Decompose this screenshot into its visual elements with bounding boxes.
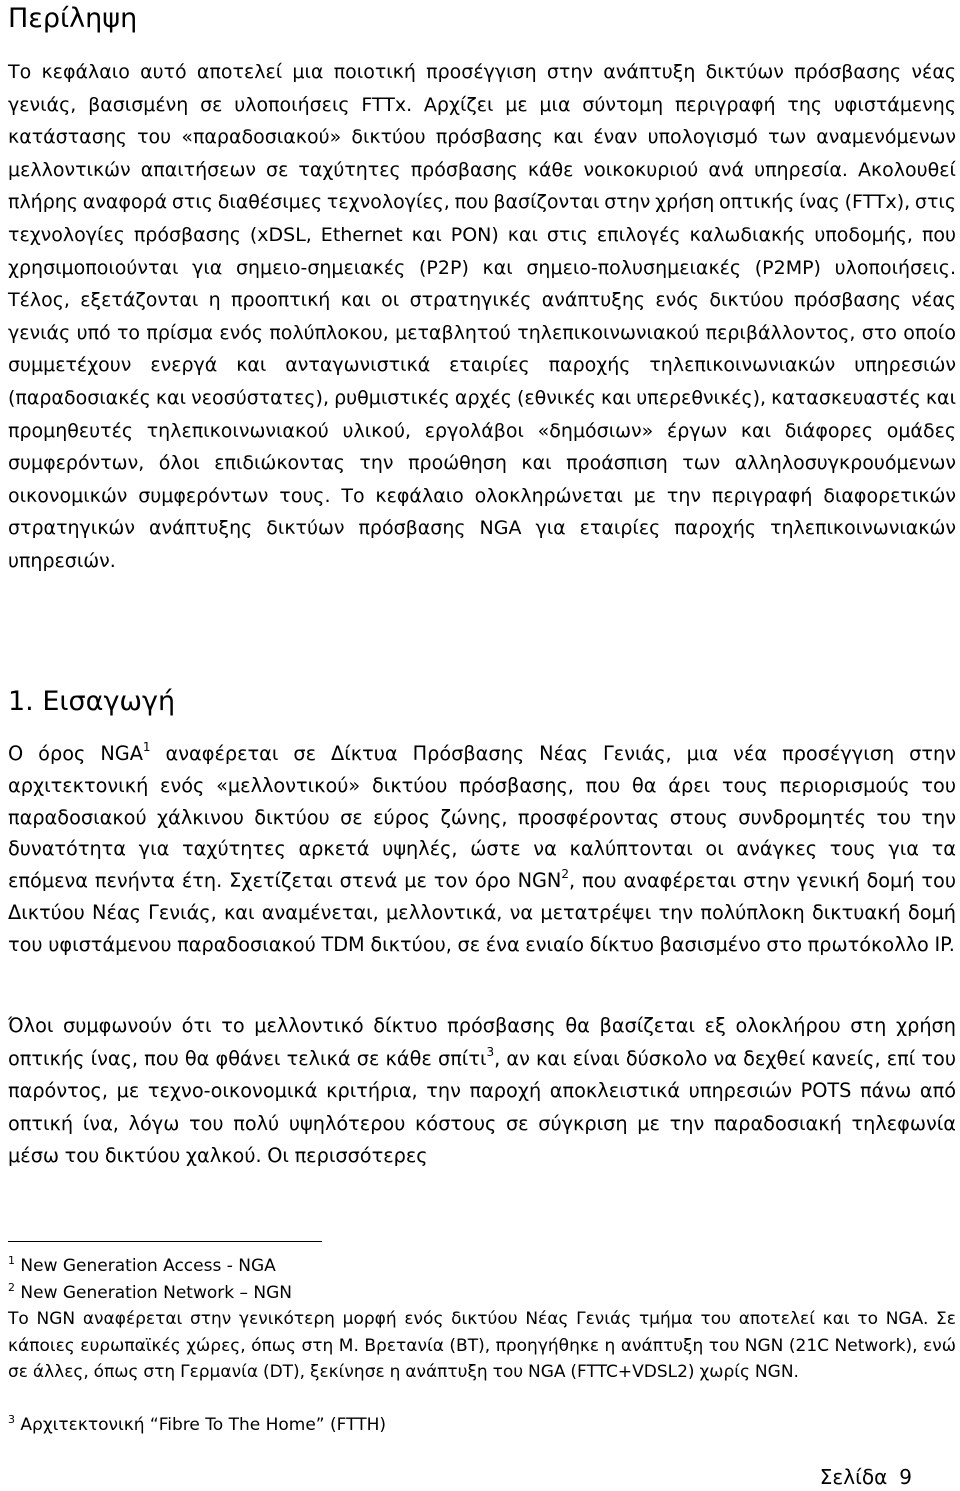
footnote-3	[8, 1412, 956, 1439]
introduction-heading: 1. Εισαγωγή	[8, 686, 176, 717]
footnote-ref-1: 1	[142, 740, 151, 754]
intro-text-part: αναφέρεται σε Δίκτυα Πρόσβασης Νέας Γενιάς, μια νέα προσέγγιση στην αρχιτεκτονική ενός «μελλοντικού» δικτύου πρόσβασης, που θα άρει τους περιορισμούς του παραδοσιακού χάλκινου δικτύου σε εύρος ζώνης, προσφέροντας στους συνδρομητές του την δυνατότητα για ταχύτητες αρκετά υψηλές, ώστε να καλύπτονται οι ανάγκες τους για τα επόμενα πενήντα έτη. Σχετίζεται στενά με τον όρο NGN	[8, 742, 956, 893]
introduction-paragraph-2	[8, 1010, 956, 1173]
footnote-ref-2: 2	[561, 867, 570, 882]
summary-paragraph: Το κεφάλαιο αυτό αποτελεί μια ποιοτική προσέγγιση στην ανάπτυξη δικτύων πρόσβασης νέας γενιάς, βασισμένη σε υλοποιήσεις FTTx. Αρχίζει με μια σύντομη περιγραφή της υφιστάμενης κατάστασης του «παραδοσιακού» δικτύου πρόσβασης και έναν υπολογισμό των αναμενόμενων μελλοντικών απαιτήσεων σε ταχύτητες πρόσβασης κάθε νοικοκυριού ανά υπηρεσία. Ακολουθεί πλήρης αναφορά στις διαθέσιμες τεχνολογίες, που βασίζονται στην χρήση οπτικής ίνας (FTTx), στις τεχνολογίες πρόσβασης (xDSL, Ethernet και PON) και στις επιλογές καλωδιακής υποδομής, που χρησιμοποιούνται για σημειο-σημειακές (P2P) και σημειο-πολυσημειακές (P2MP) υλοποιήσεις. Τέλος, εξετάζονται η προοπτική και οι στρατηγικές ανάπτυξης ενός δικτύου πρόσβασης νέας γενιάς υπό το πρίσμα ενός πολύπλοκου, μεταβλητού τηλεπικοινωνιακού περιβάλλοντος, στο οποίο συμμετέχουν ενεργά και ανταγωνιστικά εταιρίες παροχής τηλεπικοινωνιακών υπηρεσιών (παραδοσιακές και νεοσύστατες), ρυθμιστικές αρχές (εθνικές και υπερεθνικές), κατασκευαστές και προμηθευτές τηλεπικοινωνιακού υλικού, εργολάβοι «δημόσιων» έργων και διάφορες ομάδες συμφερόντων, όλοι επιδιώκοντας την προώθηση και προάσπιση των αλληλοσυγκρουόμενων οικονομικών συμφερόντων τους. Το κεφάλαιο ολοκληρώνεται με την περιγραφή διαφορετικών στρατηγικών ανάπτυξης δικτύων πρόσβασης NGA για εταιρίες παροχής τηλεπικοινωνιακών υπηρεσιών.	[8, 61, 956, 572]
intro-text-part: Όλοι συμφωνούν ότι το μελλοντικό δίκτυο πρόσβασης θα βασίζεται εξ ολοκλήρου στη χρήση οπτικής ίνας, που θα φθάνει τελικά σε κάθε σπίτι	[8, 1014, 956, 1070]
footnote-ref-3: 3	[486, 1044, 495, 1059]
footnote-2-note: Το NGN αναφέρεται στην γενικότερη μορφή ενός δικτύου Νέας Γενιάς τμήμα του αποτελεί και το NGA. Σε κάποιες ευρωπαϊκές χώρες, όπως στη Μ. Βρετανία (BT), προηγήθηκε η ανάπτυξη του NGN (21C Network), ενώ σε άλλες, όπως στη Γερμανία (DT), ξεκίνησε η ανάπτυξη του NGA (FTTC+VDSL2) χωρίς NGN.	[8, 1309, 956, 1382]
footnote-text: New Generation Access - NGA	[15, 1256, 276, 1276]
footnote-2	[8, 1280, 956, 1307]
footnote-text: Αρχιτεκτονική “Fibre To The Home” (FTTH)	[15, 1415, 386, 1435]
intro-text-part: , που αναφέρεται στην γενική δομή του Δικτύου Νέας Γενιάς, και αναμένεται, μελλοντικά, να μετατρέψει την πολύπλοκη δικτυακή δομή του υφιστάμενου παραδοσιακού TDM δικτύου, σε ένα ενιαίο δίκτυο βασισμένο στο πρωτόκολλο IP.	[8, 869, 956, 956]
page-number	[820, 1465, 912, 1489]
page-label: Σελίδα	[819, 1465, 888, 1489]
introduction-paragraph-1	[8, 738, 956, 961]
summary-heading: Περίληψη	[8, 3, 138, 34]
footnote-number: 3	[8, 1413, 15, 1426]
footnote-text: New Generation Network – NGN	[15, 1283, 293, 1303]
page-number-value: 9	[899, 1465, 912, 1489]
footnote-number: 1	[8, 1254, 15, 1267]
intro-text-part: Ο όρος NGA	[8, 742, 143, 765]
footnote-separator	[8, 1241, 322, 1242]
footnote-number: 2	[8, 1281, 15, 1294]
footnote-1	[8, 1253, 956, 1280]
intro-text-part: , αν και είναι δύσκολο να δεχθεί κανείς, επί του παρόντος, με τεχνο-οικονομικά κριτήρια, την παροχή αποκλειστικά υπηρεσιών POTS πάνω από οπτική ίνα, λόγω του πολύ υψηλότερου κόστους σε σύγκριση με την παραδοσιακή τηλεφωνία μέσω του δικτύου χαλκού. Οι περισσότερες	[8, 1046, 956, 1167]
